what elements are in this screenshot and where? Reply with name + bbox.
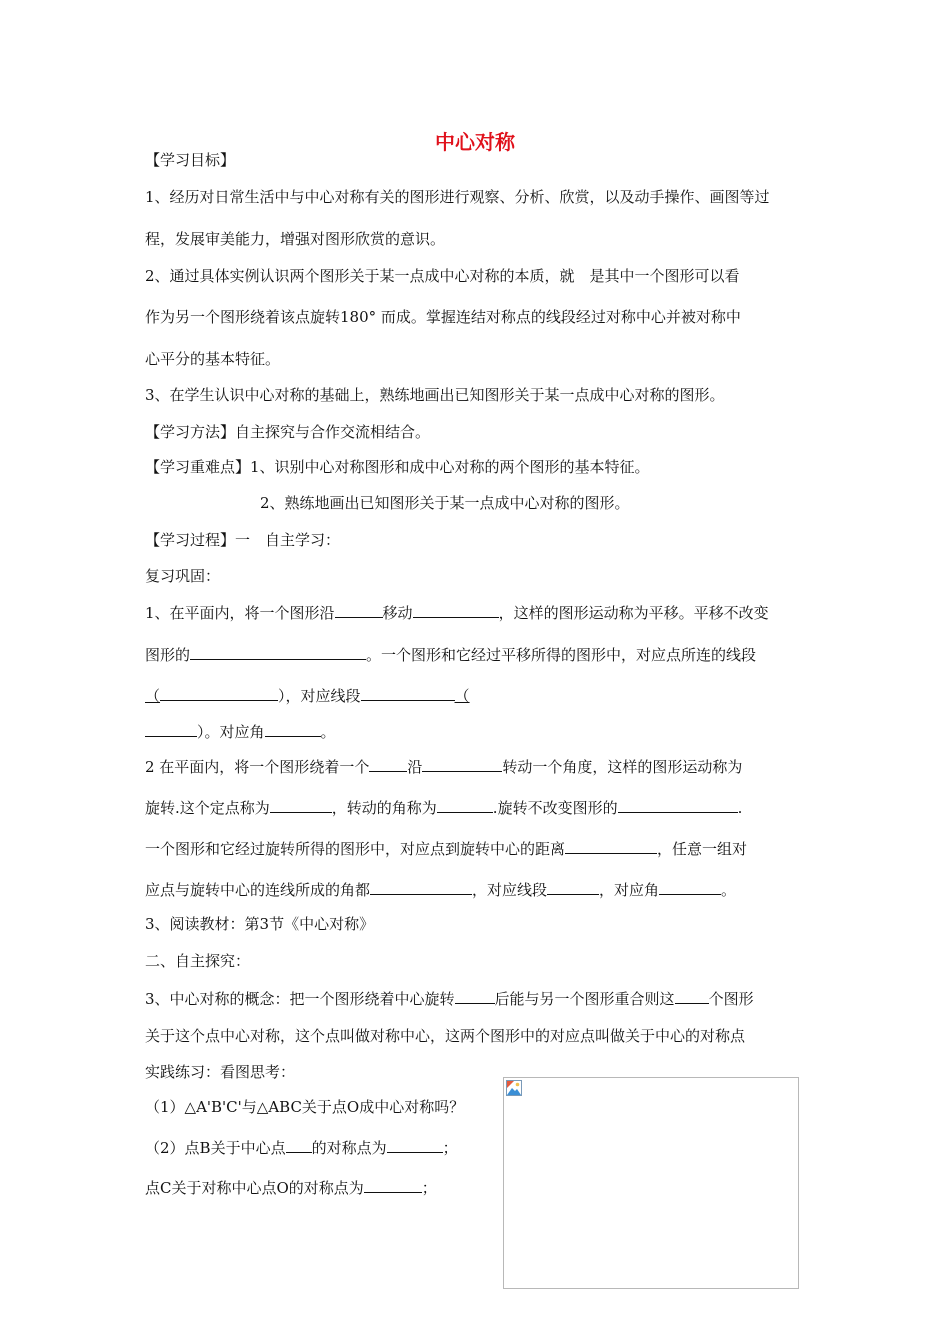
figure-placeholder bbox=[503, 1077, 799, 1289]
q2-text: .旋转不改变图形的 bbox=[492, 799, 618, 817]
q1-text: （ bbox=[454, 687, 470, 705]
q1-line-a bbox=[145, 601, 769, 623]
q3-reading: 3、阅读教材：第3节《中心对称》 bbox=[145, 915, 375, 933]
practice-q3 bbox=[145, 1176, 437, 1198]
practice-text: ； bbox=[421, 1179, 437, 1197]
fill-blank[interactable] bbox=[361, 684, 455, 701]
q1-text: ）。对应角 bbox=[197, 723, 265, 741]
practice-q1: （1）△A'B'C'与△ABC关于点O成中心对称吗？ bbox=[145, 1098, 465, 1116]
q1-line-c bbox=[145, 684, 470, 706]
q2-text: ，对应线段 bbox=[472, 881, 548, 899]
fill-blank[interactable] bbox=[190, 643, 366, 660]
goal-item-3: 3、在学生认识中心对称的基础上，熟练地画出已知图形关于某一点成中心对称的图形。 bbox=[145, 386, 725, 404]
review-heading: 复习巩固： bbox=[145, 567, 221, 585]
q2-text: ，任意一组对 bbox=[657, 840, 748, 858]
q2-text: 沿 bbox=[407, 758, 423, 776]
q2-text: 转动一个角度，这样的图形运动称为 bbox=[502, 758, 743, 776]
q2-text: 2 在平面内，将一个图形绕着一个 bbox=[145, 758, 370, 776]
q1-text: （ bbox=[145, 687, 161, 705]
q2-text: 。 bbox=[721, 881, 737, 899]
fill-blank[interactable] bbox=[370, 878, 472, 895]
goal-item-2c: 心平分的基本特征。 bbox=[145, 350, 281, 368]
q2-text: 应点与旋转中心的连线所成的角都 bbox=[145, 881, 371, 899]
q1-text: ，这样的图形运动称为平移。平移不改变 bbox=[498, 604, 769, 622]
q2-text: ，对应角 bbox=[599, 881, 660, 899]
fill-blank[interactable] bbox=[160, 684, 278, 701]
q1-text: ），对应线段 bbox=[278, 687, 361, 705]
study-method: 【学习方法】自主探究与合作交流相结合。 bbox=[145, 423, 431, 441]
q1-text: 。 bbox=[320, 723, 336, 741]
practice-text: 点C关于对称中心点O的对称点为 bbox=[145, 1179, 364, 1197]
fill-blank[interactable] bbox=[335, 601, 383, 618]
key-points-1: 【学习重难点】1、识别中心对称图形和成中心对称的两个图形的基本特征。 bbox=[145, 458, 650, 476]
concept-text: 3、中心对称的概念：把一个图形绕着中心旋转 bbox=[145, 990, 455, 1008]
goal-item-2b: 作为另一个图形绕着该点旋转180° 而成。掌握连结对称点的线段经过对称中心并被对称中 bbox=[145, 308, 741, 326]
q1-text: 移动 bbox=[382, 604, 413, 622]
practice-text: （2）点B关于中心点 bbox=[145, 1139, 286, 1157]
goal-item-2a: 2、通过具体实例认识两个图形关于某一点成中心对称的本质，就 是其中一个图形可以看 bbox=[145, 267, 740, 285]
practice-text: 的对称点为 bbox=[311, 1139, 387, 1157]
fill-blank[interactable] bbox=[618, 796, 738, 813]
fill-blank[interactable] bbox=[422, 755, 502, 772]
q2-line-a bbox=[145, 755, 742, 777]
fill-blank[interactable] bbox=[455, 987, 495, 1004]
fill-blank[interactable] bbox=[286, 1136, 312, 1153]
practice-text: ； bbox=[442, 1139, 458, 1157]
q1-text: 图形的 bbox=[145, 646, 191, 664]
concept-text: 个图形 bbox=[708, 990, 754, 1008]
concept-line-b: 关于这个点中心对称，这个点叫做对称中心，这两个图形中的对应点叫做关于中心的对称点 bbox=[145, 1027, 746, 1045]
fill-blank[interactable] bbox=[270, 796, 332, 813]
goal-item-1a: 1、经历对日常生活中与中心对称有关的图形进行观察、分析、欣赏，以及动手操作、画图等过 bbox=[145, 188, 770, 206]
concept-text: 后能与另一个图形重合则这 bbox=[494, 990, 675, 1008]
fill-blank[interactable] bbox=[565, 837, 657, 854]
fill-blank[interactable] bbox=[547, 878, 599, 895]
q2-line-d bbox=[145, 878, 736, 900]
fill-blank[interactable] bbox=[369, 755, 407, 772]
goals-heading: 【学习目标】 bbox=[145, 151, 236, 169]
practice-q2 bbox=[145, 1136, 458, 1158]
q2-text: ，转动的角称为 bbox=[331, 799, 437, 817]
concept-line-a bbox=[145, 987, 754, 1009]
q2-line-b bbox=[145, 796, 742, 818]
q1-line-d bbox=[145, 720, 336, 742]
q1-text: 1、在平面内，将一个图形沿 bbox=[145, 604, 335, 622]
fill-blank[interactable] bbox=[437, 796, 493, 813]
key-points-2: 2、熟练地画出已知图形关于某一点成中心对称的图形。 bbox=[260, 494, 630, 512]
fill-blank[interactable] bbox=[387, 1136, 443, 1153]
q2-line-c bbox=[145, 837, 747, 859]
q1-text: 。一个图形和它经过平移所得的图形中，对应点所连的线段 bbox=[366, 646, 757, 664]
fill-blank[interactable] bbox=[364, 1176, 422, 1193]
q1-line-b bbox=[145, 643, 756, 665]
q2-text: 一个图形和它经过旋转所得的图形中，对应点到旋转中心的距离 bbox=[145, 840, 566, 858]
q2-text: . bbox=[737, 799, 743, 817]
fill-blank[interactable] bbox=[145, 720, 197, 737]
broken-image-icon bbox=[506, 1080, 522, 1096]
fill-blank[interactable] bbox=[675, 987, 709, 1004]
page-title: 中心对称 bbox=[435, 130, 515, 154]
practice-heading: 实践练习：看图思考： bbox=[145, 1063, 296, 1081]
process-heading: 【学习过程】一 自主学习： bbox=[145, 531, 341, 549]
q2-text: 旋转.这个定点称为 bbox=[145, 799, 270, 817]
explore-heading: 二、自主探究： bbox=[145, 952, 251, 970]
fill-blank[interactable] bbox=[413, 601, 499, 618]
fill-blank[interactable] bbox=[659, 878, 721, 895]
goal-item-1b: 程，发展审美能力，增强对图形欣赏的意识。 bbox=[145, 230, 446, 248]
fill-blank[interactable] bbox=[265, 720, 321, 737]
